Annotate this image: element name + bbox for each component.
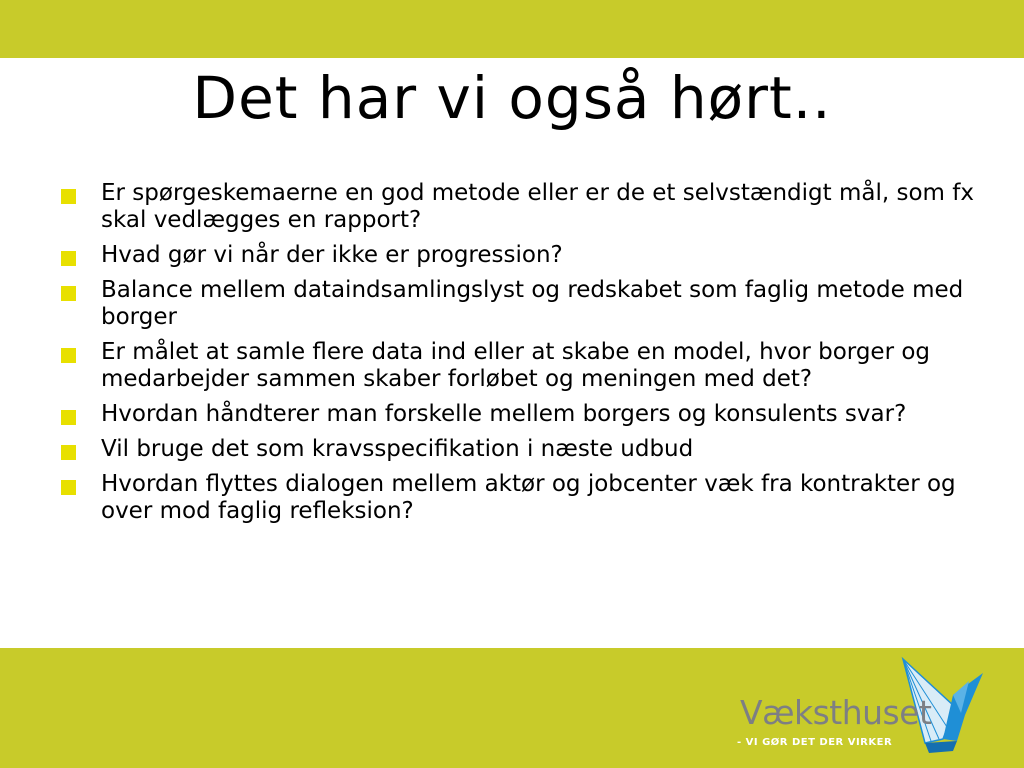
bullet-text: Er målet at samle flere data ind eller at skabe en model, hvor borger og medarbejder sammen skaber forløbet og meningen med det? [101,339,931,392]
list-item [58,180,978,234]
bullet-text: Er spørgeskemaerne en god metode eller er de et selvstændigt mål, som fx skal vedlægges en rapport? [101,180,974,233]
bullet-square-icon [61,348,76,363]
bullet-square-icon [61,410,76,425]
bullet-text: Vil bruge det som kravsspecifikation i næste udbud [101,436,694,462]
bullet-square-icon [61,480,76,495]
bullet-text: Hvordan håndterer man forskelle mellem borgers og konsulents svar? [101,401,907,427]
bullet-text: Balance mellem dataindsamlingslyst og redskabet som faglig metode med borger [101,277,964,330]
list-item [58,436,978,463]
bullet-square-icon [61,189,76,204]
vaeksthuset-logo [735,655,995,760]
list-item [58,277,978,331]
bullet-square-icon [61,445,76,460]
top-band [0,0,1024,58]
logo-name: Væksthuset [740,693,932,732]
bullet-text: Hvad gør vi når der ikke er progression? [101,242,563,268]
list-item [58,242,978,269]
slide-title: Det har vi også hørt.. [192,64,832,132]
bullet-text: Hvordan flyttes dialogen mellem aktør og jobcenter væk fra kontrakter og over mod faglig refleksion? [101,471,956,524]
logo-tagline: - VI GØR DET DER VIRKER [737,737,893,748]
list-item [58,401,978,428]
bullet-square-icon [61,286,76,301]
list-item [58,471,978,525]
bullet-square-icon [61,251,76,266]
bullet-list [58,180,978,533]
list-item [58,339,978,393]
